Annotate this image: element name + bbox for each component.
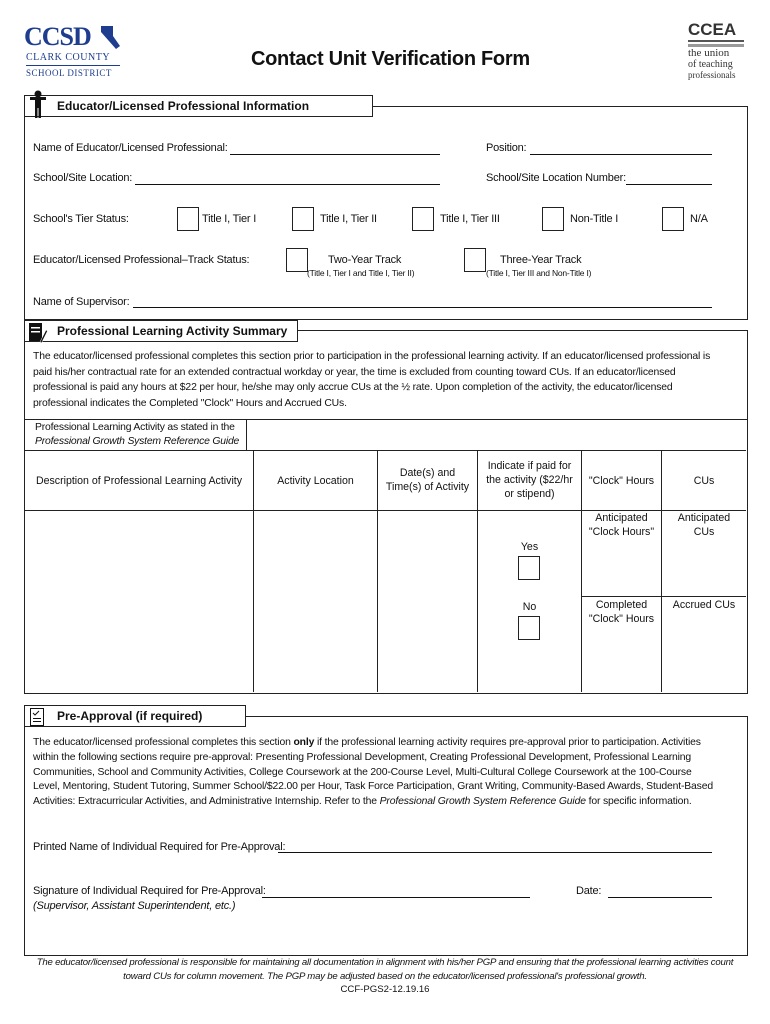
educator-name-field[interactable] bbox=[230, 154, 440, 155]
footer-note: The educator/licensed professional is responsible for maintaining all documentation in alignment with his/her PGP and ensuring that the professional learning activities count toward CUs for column movement. The PGP may be adjusted based on the educator/licensed professional's professional growth. bbox=[36, 957, 734, 982]
paid-no-checkbox[interactable] bbox=[518, 616, 540, 640]
non-title-label: Non-Title I bbox=[570, 213, 619, 225]
ccea-logo-text: CCEA bbox=[688, 20, 737, 39]
educator-info-heading: Educator/Licensed Professional Information bbox=[24, 95, 373, 117]
tier-2-checkbox[interactable] bbox=[292, 207, 314, 231]
anticipated-hours-label: Anticipated "Clock Hours" bbox=[588, 512, 655, 538]
supervisor-label: Name of Supervisor: bbox=[33, 296, 130, 308]
pre-approval-heading: Pre-Approval (if required) bbox=[24, 705, 246, 727]
position-field[interactable] bbox=[530, 154, 712, 155]
col-dates-header: Date(s) and Time(s) of Activity bbox=[385, 467, 470, 493]
col-description-header: Description of Professional Learning Activity bbox=[35, 475, 243, 487]
date-label: Date: bbox=[576, 885, 602, 897]
na-checkbox[interactable] bbox=[662, 207, 684, 231]
site-location-label: School/Site Location: bbox=[33, 172, 133, 184]
tier-2-label: Title I, Tier II bbox=[320, 213, 377, 225]
na-label: N/A bbox=[690, 213, 708, 225]
educator-info-section bbox=[24, 106, 748, 320]
col-clock-header: "Clock" Hours bbox=[588, 475, 655, 487]
paid-yes-checkbox[interactable] bbox=[518, 556, 540, 580]
ccea-logo-line1: the union bbox=[688, 47, 730, 59]
site-number-field[interactable] bbox=[626, 184, 712, 185]
description-cell[interactable] bbox=[25, 511, 253, 692]
date-field[interactable] bbox=[608, 897, 712, 898]
three-year-note: (Title I, Tier III and Non-Title I) bbox=[486, 268, 592, 278]
clipboard-icon bbox=[28, 322, 48, 344]
form-code: CCF-PGS2-12.19.16 bbox=[340, 984, 430, 995]
anticipated-cus-label: Anticipated CUs bbox=[677, 512, 731, 538]
activity-summary-heading: Professional Learning Activity Summary bbox=[24, 320, 298, 342]
tier-1-label: Title I, Tier I bbox=[202, 213, 257, 225]
position-label: Position: bbox=[486, 142, 527, 154]
ccsd-logo bbox=[24, 22, 124, 82]
dates-cell[interactable] bbox=[378, 511, 477, 692]
site-location-field[interactable] bbox=[135, 184, 440, 185]
tier-status-label: School's Tier Status: bbox=[33, 213, 129, 225]
col-paid-header: Indicate if paid for the activity ($22/hr or stipend) bbox=[486, 460, 573, 500]
ccea-logo-line2: of teaching bbox=[688, 59, 733, 70]
tier-3-checkbox[interactable] bbox=[412, 207, 434, 231]
person-icon bbox=[28, 90, 48, 120]
reference-note: Professional Learning Activity as stated in the Professional Growth System Reference Guide bbox=[35, 422, 240, 447]
two-year-note: (Title I, Tier I and Title I, Tier II) bbox=[307, 268, 415, 278]
signature-label: Signature of Individual Required for Pre-Approval: bbox=[33, 885, 266, 897]
ccea-logo bbox=[686, 20, 748, 80]
pre-approval-instructions: The educator/licensed professional completes this section only if the professional learning activity requires pre-approval prior to participation. Activities within the following sections require pre-approval: Presenting Professional Development, Creating Professional Development, Professional Learning Communities, School and Community Activities, College Coursework at the 200-Course Level, Multi-Cultural College Coursework at the 100-Course Level, Mentoring, Student Tutoring, Summer School/$22.00 per Hour, Task Force Participation, Grant Writing, Community-Based Awards, Student-Based Activities: Extracurricular Activities, and Administrative Internship. Refer to the Professional Growth System Reference Guide for specific information. bbox=[33, 737, 713, 808]
signature-field[interactable] bbox=[262, 897, 530, 898]
col-cus-header: CUs bbox=[693, 475, 715, 487]
printed-name-field[interactable] bbox=[278, 852, 712, 853]
completed-hours-label: Completed "Clock" Hours bbox=[588, 599, 655, 625]
ccsd-logo-text: CCSD bbox=[24, 22, 91, 51]
paid-yes-label: Yes bbox=[520, 541, 539, 553]
activity-instructions: The educator/licensed professional completes this section prior to participation in the professional learning activity. If an educator/licensed professional is paid his/her contractual rate for an extended contractual workday or year, the time is excluded from counting toward CUs. If an educator/licensed professional is paid any hours at $22 per hour, he/she may only accrue CUs at the ½ rate. Upon completion of the activity, the educator/licensed professional indicates the Completed "Clock" Hours and Accrued CUs. bbox=[33, 351, 711, 409]
nevada-state-icon bbox=[99, 24, 121, 50]
two-year-label: Two-Year Track bbox=[328, 254, 402, 266]
printed-name-label: Printed Name of Individual Required for Pre-Approval: bbox=[33, 841, 286, 853]
ccea-logo-line3: professionals bbox=[688, 70, 736, 80]
site-number-label: School/Site Location Number: bbox=[486, 172, 626, 184]
three-year-checkbox[interactable] bbox=[464, 248, 486, 272]
accrued-cus-label: Accrued CUs bbox=[672, 599, 736, 611]
ccsd-logo-line2: SCHOOL DISTRICT bbox=[26, 68, 112, 78]
two-year-checkbox[interactable] bbox=[286, 248, 308, 272]
ccsd-logo-line1: CLARK COUNTY bbox=[26, 52, 111, 63]
tier-1-checkbox[interactable] bbox=[177, 207, 199, 231]
signature-note: (Supervisor, Assistant Superintendent, etc.) bbox=[33, 900, 236, 912]
checklist-icon bbox=[30, 708, 44, 726]
track-status-label: Educator/Licensed Professional–Track Status: bbox=[33, 254, 250, 266]
page-title: Contact Unit Verification Form bbox=[251, 48, 530, 70]
tier-3-label: Title I, Tier III bbox=[440, 213, 500, 225]
supervisor-field[interactable] bbox=[133, 307, 712, 308]
non-title-checkbox[interactable] bbox=[542, 207, 564, 231]
paid-no-label: No bbox=[522, 601, 537, 613]
educator-name-label: Name of Educator/Licensed Professional: bbox=[33, 142, 228, 154]
col-location-header: Activity Location bbox=[277, 475, 354, 487]
three-year-label: Three-Year Track bbox=[500, 254, 582, 266]
location-cell[interactable] bbox=[254, 511, 377, 692]
